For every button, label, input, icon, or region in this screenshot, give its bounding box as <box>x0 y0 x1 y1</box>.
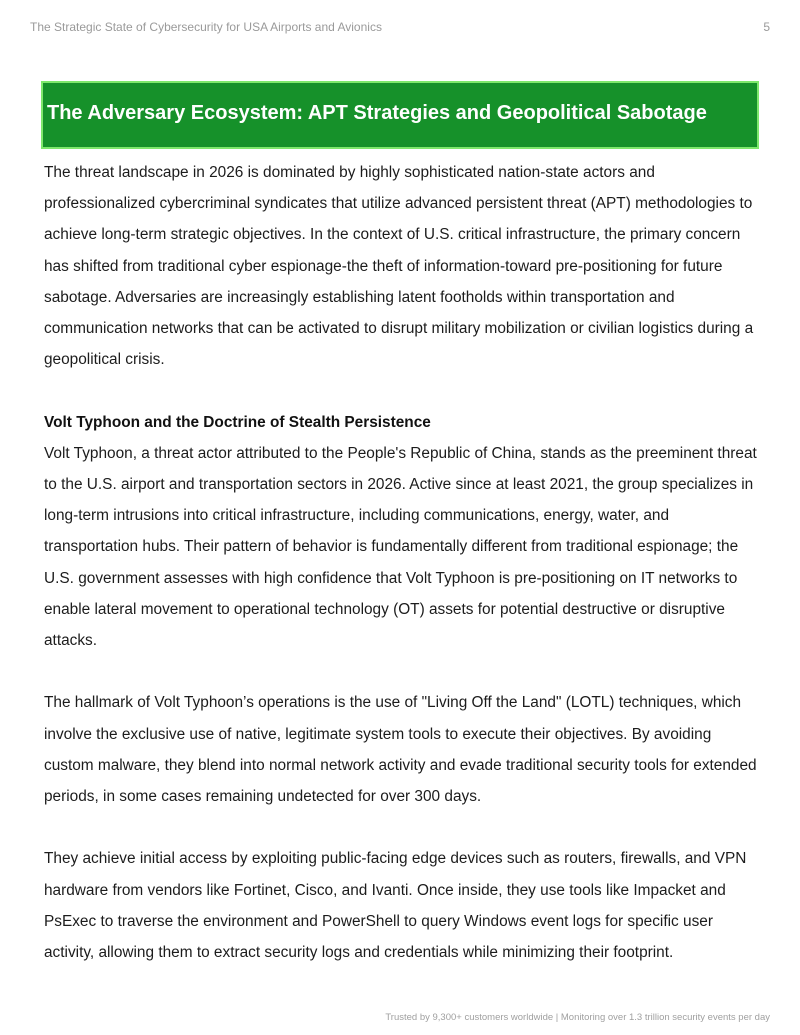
document-title: The Strategic State of Cybersecurity for USA Airports and Avionics <box>30 20 382 34</box>
paragraph-spacer <box>44 375 760 406</box>
page-number: 5 <box>763 20 770 34</box>
section-title: The Adversary Ecosystem: APT Strategies and Geopolitical Sabotage <box>47 102 707 124</box>
subsection-heading: Volt Typhoon and the Doctrine of Stealth Persistence <box>44 413 431 431</box>
volt-typhoon-paragraph: Volt Typhoon, a threat actor attributed to the People's Republic of China, stands as the preeminent threat to the U.S. airport and transportation sectors in 2026. Active since at least 2021, the group specializes in long-term intrusions into critical infrastructure, including communications, energy, water, and transportation hubs. Their pattern of behavior is fundamentally different from traditional espionage; the U.S. government assesses with high confidence that Volt Typhoon is pre-positioning on IT networks to enable lateral movement to operational technology (OT) assets for potential destructive or disruptive attacks. <box>44 444 757 650</box>
section-banner <box>41 81 759 149</box>
running-header <box>30 20 770 36</box>
body-content <box>44 157 760 968</box>
initial-access-paragraph: They achieve initial access by exploiting public-facing edge devices such as routers, firewalls, and VPN hardware from vendors like Fortinet, Cisco, and Ivanti. Once inside, they use tools like Impacket and PsExec to traverse the environment and PowerShell to query Windows event logs for specific user activity, allowing them to extract security logs and credentials while minimizing their footprint. <box>44 850 747 962</box>
paragraph-spacer <box>44 656 760 687</box>
paragraph-spacer <box>44 812 760 843</box>
lotl-paragraph: The hallmark of Volt Typhoon’s operations is the use of "Living Off the Land" (LOTL) techniques, which involve the exclusive use of native, legitimate system tools to execute their objectives. By avoiding custom malware, they blend into normal network activity and evade traditional security tools for extended periods, in some cases remaining undetected for over 300 days. <box>44 694 757 806</box>
intro-paragraph: The threat landscape in 2026 is dominated by highly sophisticated nation-state actors and professionalized cybercriminal syndicates that utilize advanced persistent threat (APT) methodologies to achieve long-term strategic objectives. In the context of U.S. critical infrastructure, the primary concern has shifted from traditional cyber espionage-the theft of information-toward pre-positioning for future sabotage. Adversaries are increasingly establishing latent footholds within transportation and communication networks that can be activated to disrupt military mobilization or civilian logistics during a geopolitical crisis. <box>44 164 754 369</box>
running-footer: Trusted by 9,300+ customers worldwide | Monitoring over 1.3 trillion security events per day <box>385 1012 770 1023</box>
